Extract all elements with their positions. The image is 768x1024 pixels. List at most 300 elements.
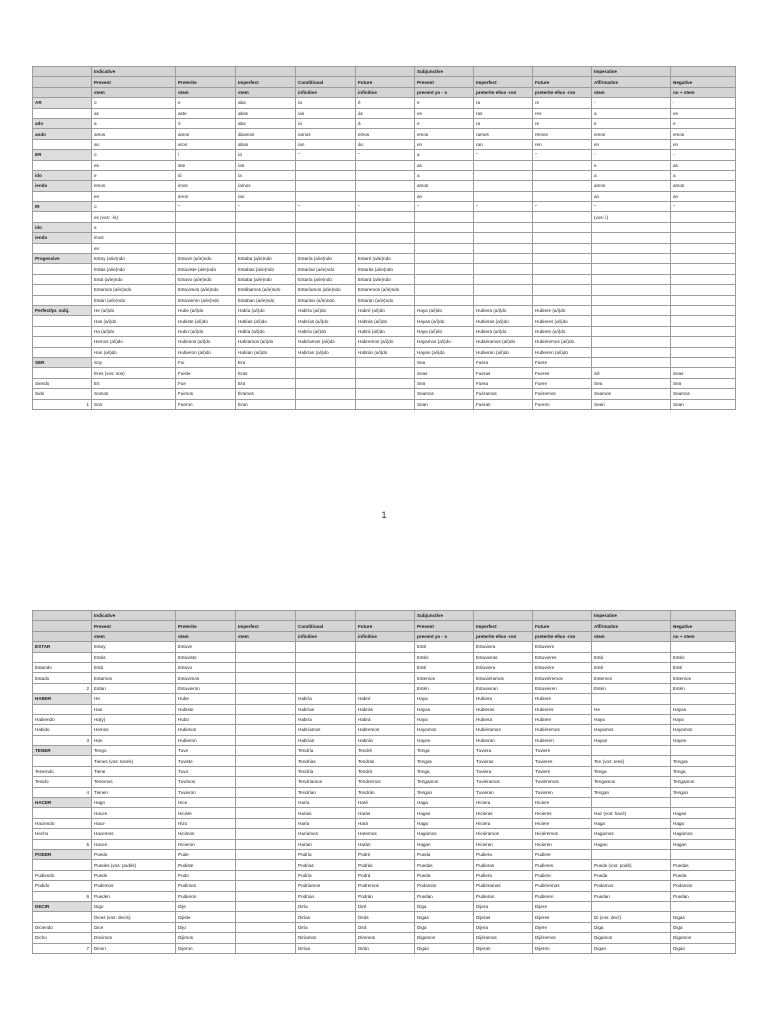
table-cell: Habremos (a/i)do (356, 337, 415, 347)
table-cell: Hubiste (a/i)do (176, 316, 236, 326)
table-cell: ra (474, 118, 533, 128)
table-cell: ías (296, 108, 356, 118)
row-label-cell: 6 (33, 891, 92, 901)
table-cell: Dijere (533, 901, 592, 911)
table-cell: Dijeras (474, 912, 533, 922)
table-cell: Tenga (415, 746, 474, 756)
table-cell: an (671, 191, 736, 201)
row-label-cell (33, 295, 92, 305)
table-cell: Estuvimos (a/ie)ndo (176, 285, 236, 295)
table-cell (474, 243, 533, 253)
table-cell: Pudiste (176, 860, 236, 870)
table-1-header (33, 67, 736, 98)
table-cell (474, 264, 533, 274)
table-row (33, 694, 736, 704)
table-cell: Fuera (474, 378, 533, 388)
table-cell: Tengamos (671, 777, 736, 787)
table-row (33, 849, 736, 859)
header-cell (236, 67, 296, 77)
table-cell (592, 264, 671, 274)
table-cell: ramos (474, 129, 533, 139)
table-cell: Dirás (356, 912, 415, 922)
table-cell: Hicieren (533, 839, 592, 849)
table-cell: " (356, 202, 415, 212)
table-cell: ieron (176, 191, 236, 201)
table-cell: Podríamos (296, 881, 356, 891)
table-cell: " (356, 150, 415, 160)
row-label-cell: Habiendo (33, 714, 92, 724)
table-cell: Estoy (a/ie)ndo (92, 254, 176, 264)
table-cell: " (176, 202, 236, 212)
table-row (33, 274, 736, 284)
row-label-cell: ESTAR (33, 642, 92, 652)
table-cell: Hubiere (533, 694, 592, 704)
table-cell: Pueda (671, 870, 736, 880)
row-label-cell: PODER (33, 849, 92, 859)
row-label-cell (33, 368, 92, 378)
header-row (33, 77, 736, 87)
header-cell: Imperative (592, 67, 671, 77)
table-cell: o (92, 150, 176, 160)
table-cell: Hiciéremos (533, 829, 592, 839)
table-cell (236, 891, 296, 901)
table-cell: He (a/i)do (92, 305, 176, 315)
table-cell (236, 881, 296, 891)
table-cell: ía (236, 170, 296, 180)
table-cell (671, 285, 736, 295)
table-cell: - (671, 150, 736, 160)
table-cell: aste (176, 108, 236, 118)
table-cell (356, 160, 415, 170)
table-cell: Estaría (a/ie)ndo (296, 274, 356, 284)
table-cell: Digas (671, 912, 736, 922)
table-cell: Tendremos (356, 777, 415, 787)
table-cell (671, 849, 736, 859)
table-cell: Dijere (533, 922, 592, 932)
row-label-cell: ER (33, 150, 92, 160)
table-cell: Haya (a/i)do (415, 326, 474, 336)
table-cell: Hayas (671, 704, 736, 714)
table-cell: Hago (92, 798, 176, 808)
table-cell: a (592, 108, 671, 118)
header-cell: Affirmative (592, 621, 671, 631)
table-cell: Estés (415, 652, 474, 662)
table-row (33, 326, 736, 336)
table-cell: " (474, 202, 533, 212)
table-cell: Estuviste (a/ie)ndo (176, 264, 236, 274)
table-cell: Sea (592, 378, 671, 388)
table-row (33, 933, 736, 943)
table-cell: (vos: í) (592, 212, 671, 222)
table-cell: Pudieras (474, 860, 533, 870)
table-cell (236, 673, 296, 683)
table-row (33, 943, 736, 953)
table-cell: ía (296, 98, 356, 108)
table-cell: Podrán (356, 891, 415, 901)
table-cell: Has (a/i)do (92, 316, 176, 326)
header-cell: Preterite (176, 621, 236, 631)
table-cell (356, 389, 415, 399)
table-cell: Esté (415, 662, 474, 672)
table-cell (236, 870, 296, 880)
table-cell: Hubieran (a/i)do (474, 347, 533, 357)
table-cell: Dirías (296, 912, 356, 922)
table-cell: " (533, 150, 592, 160)
table-cell: Haga (415, 818, 474, 828)
table-cell: Harás (356, 808, 415, 818)
table-row (33, 129, 736, 139)
header-cell: stem (176, 87, 236, 97)
header-cell (533, 67, 592, 77)
table-cell (671, 746, 736, 756)
header-cell (533, 611, 592, 621)
table-cell: Estuvieron (176, 683, 236, 693)
row-label-cell (33, 274, 92, 284)
header-cell: Imperfect (474, 77, 533, 87)
table-cell: Estés (671, 652, 736, 662)
table-cell (671, 233, 736, 243)
table-cell: Estén (592, 683, 671, 693)
header-cell: stem (176, 631, 236, 641)
table-cell: Tuvieren (533, 787, 592, 797)
table-row (33, 389, 736, 399)
header-cell (33, 77, 92, 87)
table-cell: Había (a/i)do (236, 305, 296, 315)
table-cell: aron (176, 139, 236, 149)
table-cell: Habrás (a/i)do (356, 316, 415, 326)
table-row (33, 337, 736, 347)
table-cell: Fuiste (176, 368, 236, 378)
table-cell (592, 295, 671, 305)
table-cell: án (356, 139, 415, 149)
row-label-cell: Progessive (33, 254, 92, 264)
table-cell: Soy (92, 357, 176, 367)
table-cell (533, 212, 592, 222)
header-row (33, 87, 736, 97)
table-cell (533, 274, 592, 284)
header-cell: Negative (671, 621, 736, 631)
table-cell (236, 766, 296, 776)
table-cell: aba (236, 118, 296, 128)
table-cell: Estuvo (176, 662, 236, 672)
table-cell (671, 337, 736, 347)
header-cell: Subjunctive (415, 67, 474, 77)
table-cell (671, 347, 736, 357)
table-cell (356, 642, 415, 652)
row-label-cell: Sido (33, 389, 92, 399)
table-cell (474, 222, 533, 232)
header-cell (33, 67, 92, 77)
table-cell: as (415, 160, 474, 170)
table-cell: Fue (176, 378, 236, 388)
table-row (33, 901, 736, 911)
header-cell (356, 611, 415, 621)
table-cell: Fueron (176, 399, 236, 409)
table-cell: Dijeren (533, 943, 592, 953)
table-cell: Estuviéremos (533, 673, 592, 683)
table-cell: Estuvieron (a/ie)ndo (176, 295, 236, 305)
table-cell: Tendrán (356, 787, 415, 797)
table-cell (296, 368, 356, 378)
table-cell: en (92, 191, 176, 201)
row-label-cell: Teniendo (33, 766, 92, 776)
table-cell: Estuve (176, 642, 236, 652)
table-cell (236, 829, 296, 839)
table-cell: Tienen (92, 787, 176, 797)
row-label-cell: Tenido (33, 777, 92, 787)
header-cell: Indicative (92, 67, 176, 77)
table-cell: amos (671, 181, 736, 191)
table-cell (533, 254, 592, 264)
table-cell: Fuimos (176, 389, 236, 399)
table-cell: He (592, 704, 671, 714)
header-cell: Imperfect (236, 621, 296, 631)
header-cell (671, 67, 736, 77)
table-cell (533, 160, 592, 170)
table-cell (356, 652, 415, 662)
table-cell: Hubo (a/i)do (176, 326, 236, 336)
table-cell: Diríamos (296, 933, 356, 943)
table-cell: Hagan (415, 839, 474, 849)
table-cell (236, 777, 296, 787)
table-cell: as (671, 160, 736, 170)
table-cell: en (415, 139, 474, 149)
table-cell: Tuviere (533, 766, 592, 776)
table-cell: Estuviste (176, 652, 236, 662)
table-row (33, 798, 736, 808)
table-cell: Habríamos (a/i)do (296, 337, 356, 347)
table-cell: Hicieron (176, 839, 236, 849)
table-cell (236, 222, 296, 232)
table-row (33, 295, 736, 305)
table-cell: es (vos: -ís) (92, 212, 176, 222)
table-cell: es (415, 108, 474, 118)
table-cell: e (592, 160, 671, 170)
conjugation-table-1 (32, 66, 735, 410)
table-cell (474, 285, 533, 295)
table-cell (296, 642, 356, 652)
table-cell: Hicieres (533, 808, 592, 818)
table-cell (592, 254, 671, 264)
table-cell (236, 901, 296, 911)
table-cell: Están (92, 683, 176, 693)
header-cell: Present (92, 77, 176, 87)
table-cell: Hubieran (474, 735, 533, 745)
header-cell: stem (92, 631, 176, 641)
table-cell: Puedan (415, 891, 474, 901)
table-cell: Puedan (671, 891, 736, 901)
table-row (33, 787, 736, 797)
table-cell: amos (92, 129, 176, 139)
table-cell (592, 326, 671, 336)
table-cell (356, 191, 415, 201)
table-cell: Pueda (415, 849, 474, 859)
header-cell: Imperfect (474, 621, 533, 631)
table-cell (671, 254, 736, 264)
table-cell: Tenga (671, 766, 736, 776)
table-cell: Estuviere (533, 642, 592, 652)
table-cell: Tenga (592, 766, 671, 776)
header-cell: Affirmative (592, 77, 671, 87)
table-cell (671, 326, 736, 336)
header-cell: Conditional (296, 621, 356, 631)
table-cell: Tengan (592, 787, 671, 797)
row-label-cell: iendo (33, 233, 92, 243)
table-cell: Tuviste (176, 756, 236, 766)
table-cell: Dijeres (533, 912, 592, 922)
table-cell: Fueras (474, 368, 533, 378)
table-cell (592, 798, 671, 808)
table-cell: ás (356, 108, 415, 118)
header-cell: infinitive (356, 87, 415, 97)
table-cell: Fuera (474, 357, 533, 367)
table-cell: Hayamos (a/i)do (415, 337, 474, 347)
table-cell: Ha(y) (92, 714, 176, 724)
table-cell: Estás (a/ie)ndo (92, 264, 176, 274)
table-cell: Fueren (533, 399, 592, 409)
table-cell (236, 683, 296, 693)
table-cell: Tendré (356, 746, 415, 756)
table-cell (176, 243, 236, 253)
table-cell: Has (92, 704, 176, 714)
table-cell: " (296, 202, 356, 212)
table-cell: " (533, 202, 592, 212)
table-cell: Han (a/i)do (92, 347, 176, 357)
table-cell: o (92, 98, 176, 108)
header-cell (33, 87, 92, 97)
table-cell (236, 735, 296, 745)
table-cell: Hayan (415, 735, 474, 745)
table-cell: Hayan (671, 735, 736, 745)
table-cell: Dije (176, 901, 236, 911)
table-cell (474, 254, 533, 264)
table-cell (296, 378, 356, 388)
table-cell: Está (592, 652, 671, 662)
table-cell (236, 860, 296, 870)
table-cell: Fuéramos (474, 389, 533, 399)
table-cell: Esté (415, 642, 474, 652)
row-label-cell: ando (33, 129, 92, 139)
table-cell (533, 233, 592, 243)
table-cell: Estaría (a/ie)ndo (296, 254, 356, 264)
header-row (33, 67, 736, 77)
header-cell (33, 631, 92, 641)
table-cell: Pudieran (474, 891, 533, 901)
table-cell (236, 808, 296, 818)
table-cell (533, 181, 592, 191)
table-cell (671, 243, 736, 253)
table-row (33, 662, 736, 672)
table-cell: Estuve (a/ie)ndo (176, 254, 236, 264)
table-cell: Hacemos (92, 829, 176, 839)
table-cell: Pudiere (533, 849, 592, 859)
table-row (33, 808, 736, 818)
table-cell: ía (236, 150, 296, 160)
header-row (33, 631, 736, 641)
table-cell: Tuvo (176, 766, 236, 776)
table-cell: Tuve (176, 746, 236, 756)
table-row (33, 399, 736, 409)
table-cell: Estaba (a/ie)ndo (236, 254, 296, 264)
table-cell (474, 160, 533, 170)
table-cell: Habré (356, 694, 415, 704)
table-cell: Estaré (a/ie)ndo (356, 254, 415, 264)
header-cell: Conditional (296, 77, 356, 87)
row-label-cell (33, 860, 92, 870)
row-label-cell (33, 108, 92, 118)
header-cell (671, 611, 736, 621)
table-cell (296, 357, 356, 367)
row-label-cell: HABER (33, 694, 92, 704)
table-cell (592, 849, 671, 859)
row-label-cell: AR (33, 98, 92, 108)
table-cell: Estuvieras (474, 652, 533, 662)
table-cell: Tendrá (356, 766, 415, 776)
row-label-cell: iendo (33, 181, 92, 191)
table-cell: emos (356, 129, 415, 139)
table-cell (176, 233, 236, 243)
table-cell: an (415, 191, 474, 201)
header-cell: stem (92, 87, 176, 97)
table-row (33, 170, 736, 180)
table-cell: Habrían (296, 735, 356, 745)
header-cell: preterite ellos -ron (533, 631, 592, 641)
table-cell: Seamos (592, 389, 671, 399)
table-cell: re (533, 118, 592, 128)
table-cell: Tengas (671, 756, 736, 766)
table-cell (592, 233, 671, 243)
table-cell: Estará (a/ie)ndo (356, 274, 415, 284)
row-label-cell: ido (33, 170, 92, 180)
table-row (33, 725, 736, 735)
row-label-cell (33, 652, 92, 662)
table-cell: " (671, 202, 736, 212)
row-label-cell (33, 285, 92, 295)
table-cell (415, 222, 474, 232)
header-cell (236, 611, 296, 621)
table-cell (474, 170, 533, 180)
table-row (33, 347, 736, 357)
table-cell: Hubiste (176, 704, 236, 714)
table-cell: Podemos (92, 881, 176, 891)
table-cell: Tendría (296, 766, 356, 776)
table-cell: Diré (356, 901, 415, 911)
table-row (33, 912, 736, 922)
table-cell (671, 642, 736, 652)
table-cell: Tengamos (592, 777, 671, 787)
table-cell: Eran (236, 399, 296, 409)
table-cell: Hayan (592, 735, 671, 745)
table-cell: ías (236, 160, 296, 170)
table-cell: Puedes (vos: podés) (92, 860, 176, 870)
table-cell: Estuviéramos (474, 673, 533, 683)
table-row (33, 285, 736, 295)
table-cell (356, 357, 415, 367)
table-cell (592, 337, 671, 347)
table-cell: Dijera (474, 901, 533, 911)
row-label-cell: 5 (33, 839, 92, 849)
table-cell: Pude (176, 849, 236, 859)
table-cell: Digo (92, 901, 176, 911)
table-cell: Tuvieras (474, 756, 533, 766)
table-cell: ía (296, 118, 356, 128)
table-cell: Estaremos (a/ie)ndo (356, 285, 415, 295)
row-label-cell: 1 (33, 399, 92, 409)
header-cell (33, 621, 92, 631)
table-cell: Diría (296, 901, 356, 911)
table-cell (592, 222, 671, 232)
table-cell: Hemos (92, 725, 176, 735)
